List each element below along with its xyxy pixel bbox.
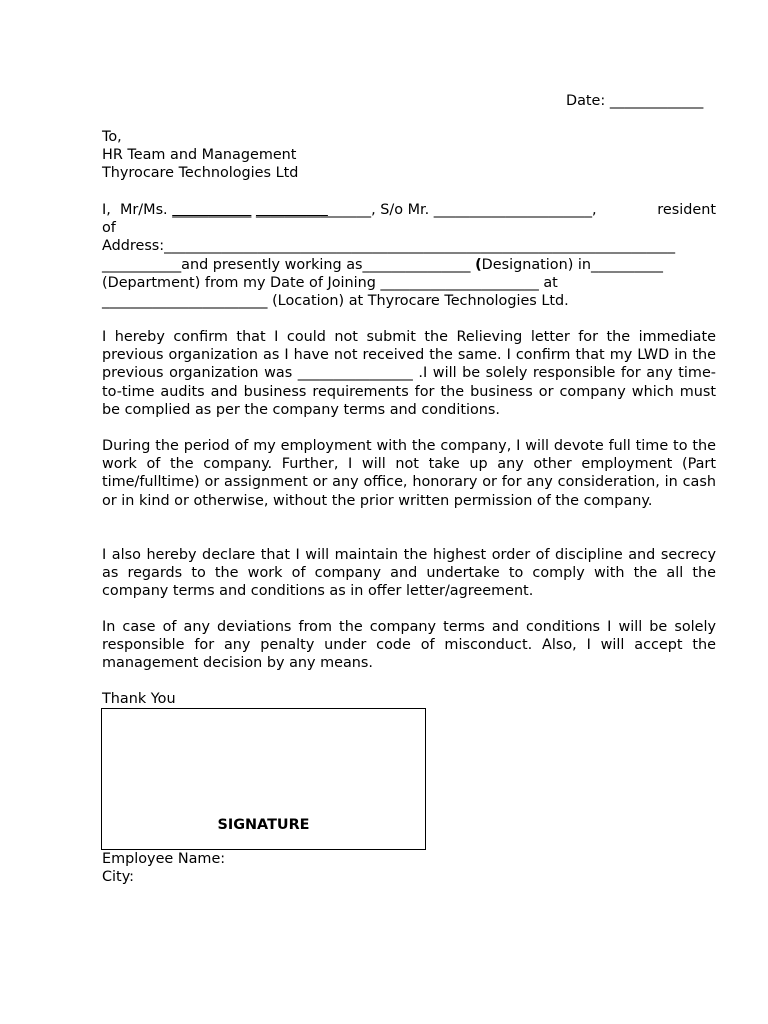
paragraph-relieving-letter: I hereby confirm that I could not submit the Relieving letter for the immediate previous organization as I have not received the same. I confirm that my LWD in the previous organization was ________________ .I will be solely responsible for any time-to-time audits and business requirements for the business or company which must be complied as per the company terms and conditions. [102,329,716,418]
paragraph-deviations: In case of any deviations from the company terms and conditions I will be solely responsible for any penalty under code of misconduct. Also, I will accept the management decision by any means. [102,619,716,672]
date-line: Date: _____________ [566,93,704,109]
working-as-text: ___________and presently working as_______________ [102,256,476,273]
paragraph-employment: During the period of my employment with the company, I will devote full time to the work of the company. Further, I will not take up any other employment (Part time/fulltime) or assignment or any office, honorary or for any consideration, in cash or in kind or otherwise, without the prior written permission of the company. [102,438,716,509]
employee-name-label: Employee Name: [102,851,226,867]
name-blank-1: ___________ [172,202,252,218]
joining-date-line: (Department) from my Date of Joining ______________________ at [102,274,558,291]
declaration-row-1 [102,201,716,219]
paragraph-discipline: I also hereby declare that I will maintain the highest order of discipline and secrecy as regards to the work of company and undertake to comply with the all the company terms and conditions as in offer letter/agreement. [102,547,716,600]
location-line: _______________________ (Location) at Thyrocare Technologies Ltd. [102,293,569,310]
addressee-to: To, [102,129,122,145]
designation-line [102,256,716,274]
designation-text: Designation) in__________ [481,256,663,273]
declaration-row-2: of [102,220,116,237]
thank-you: Thank You [102,691,176,707]
father-name-blank: ______, S/o Mr. ______________________, [327,202,597,218]
addressee-line1: HR Team and Management [102,147,297,164]
signature-box [101,708,426,850]
declaration-block [102,201,716,310]
designation-paren: ( [475,256,482,273]
city-label: City: [102,869,135,885]
address-line: Address:_______________________________________________________________________ [102,238,676,255]
declaration-row-1-text [102,201,597,219]
signature-label: SIGNATURE [217,817,310,833]
resident-word: resident [657,202,716,218]
addressee-line2: Thyrocare Technologies Ltd [102,165,299,182]
name-blank-2: __________ [255,202,328,218]
addressee-block [102,128,716,183]
declaration-intro: I, Mr/Ms. [102,202,173,218]
